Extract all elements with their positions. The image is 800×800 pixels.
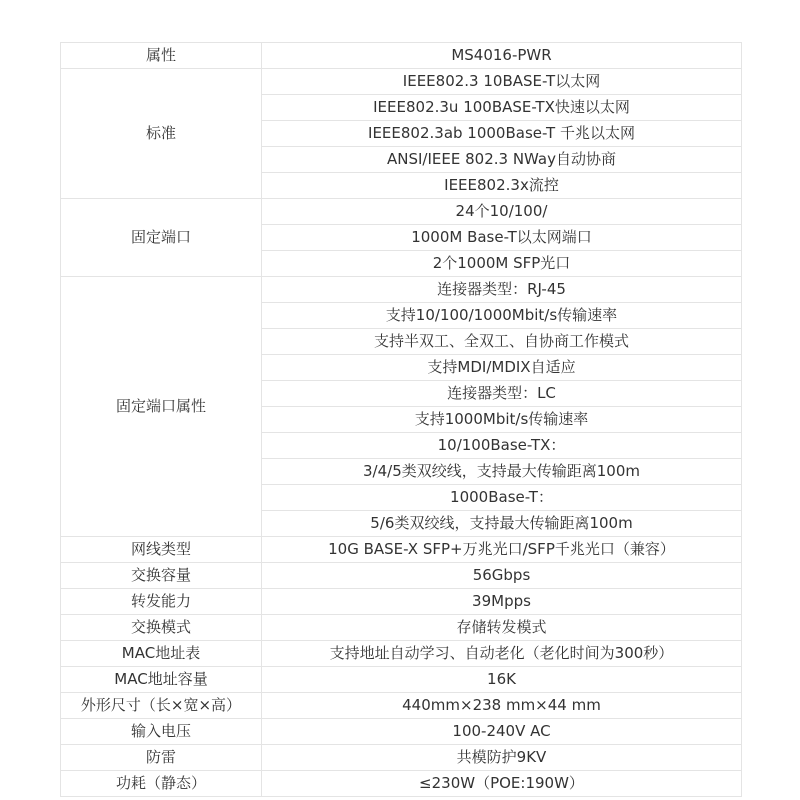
attribute-name-cell: 固定端口属性 xyxy=(61,277,262,537)
attribute-value-cell: ANSI/IEEE 802.3 NWay自动协商 xyxy=(262,147,742,173)
table-row xyxy=(61,537,742,563)
attribute-name-cell: 固定端口 xyxy=(61,199,262,277)
attribute-value-cell: 共模防护9KV xyxy=(262,745,742,771)
attribute-name-cell: 外形尺寸（长×宽×高） xyxy=(61,693,262,719)
attribute-value-cell: 10/100Base-TX： xyxy=(262,433,742,459)
attribute-value-cell: 支持地址自动学习、自动老化（老化时间为300秒） xyxy=(262,641,742,667)
attribute-value-cell: 2个1000M SFP光口 xyxy=(262,251,742,277)
attribute-value-cell: 连接器类型：RJ-45 xyxy=(262,277,742,303)
table-row xyxy=(61,771,742,797)
attribute-name-cell: MAC地址表 xyxy=(61,641,262,667)
table-row xyxy=(61,641,742,667)
attribute-value-cell: 16K xyxy=(262,667,742,693)
attribute-value-cell: IEEE802.3ab 1000Base-T 千兆以太网 xyxy=(262,121,742,147)
attribute-value-cell: 支持1000Mbit/s传输速率 xyxy=(262,407,742,433)
attribute-name-cell: 交换容量 xyxy=(61,563,262,589)
table-row xyxy=(61,693,742,719)
table-row xyxy=(61,277,742,303)
spec-table-body xyxy=(61,43,742,797)
attribute-value-cell: 5/6类双绞线，支持最大传输距离100m xyxy=(262,511,742,537)
table-row xyxy=(61,615,742,641)
attribute-name-cell: 防雷 xyxy=(61,745,262,771)
table-row xyxy=(61,69,742,95)
attribute-name-cell: 功耗（静态） xyxy=(61,771,262,797)
attribute-value-cell: 10G BASE-X SFP+万兆光口/SFP千兆光口（兼容） xyxy=(262,537,742,563)
attribute-name-cell: 输入电压 xyxy=(61,719,262,745)
attribute-value-cell: 56Gbps xyxy=(262,563,742,589)
table-row xyxy=(61,43,742,69)
attribute-value-cell: 440mm×238 mm×44 mm xyxy=(262,693,742,719)
attribute-value-cell: ≤230W（POE:190W） xyxy=(262,771,742,797)
attribute-name-cell: 属性 xyxy=(61,43,262,69)
attribute-value-cell: 1000Base-T： xyxy=(262,485,742,511)
attribute-value-cell: IEEE802.3x流控 xyxy=(262,173,742,199)
attribute-value-cell: 支持MDI/MDIX自适应 xyxy=(262,355,742,381)
attribute-value-cell: 39Mpps xyxy=(262,589,742,615)
table-row xyxy=(61,745,742,771)
attribute-name-cell: MAC地址容量 xyxy=(61,667,262,693)
table-row xyxy=(61,719,742,745)
attribute-value-cell: 存储转发模式 xyxy=(262,615,742,641)
attribute-value-cell: IEEE802.3u 100BASE-TX快速以太网 xyxy=(262,95,742,121)
spec-table xyxy=(60,42,742,797)
attribute-name-cell: 转发能力 xyxy=(61,589,262,615)
attribute-value-cell: MS4016-PWR xyxy=(262,43,742,69)
attribute-value-cell: 支持半双工、全双工、自协商工作模式 xyxy=(262,329,742,355)
attribute-value-cell: 3/4/5类双绞线，支持最大传输距离100m xyxy=(262,459,742,485)
table-row xyxy=(61,589,742,615)
table-row xyxy=(61,667,742,693)
attribute-value-cell: 连接器类型：LC xyxy=(262,381,742,407)
attribute-value-cell: IEEE802.3 10BASE-T以太网 xyxy=(262,69,742,95)
attribute-value-cell: 1000M Base-T以太网端口 xyxy=(262,225,742,251)
attribute-name-cell: 标准 xyxy=(61,69,262,199)
table-row xyxy=(61,199,742,225)
attribute-name-cell: 交换模式 xyxy=(61,615,262,641)
attribute-value-cell: 100-240V AC xyxy=(262,719,742,745)
attribute-value-cell: 24个10/100/ xyxy=(262,199,742,225)
attribute-value-cell: 支持10/100/1000Mbit/s传输速率 xyxy=(262,303,742,329)
table-row xyxy=(61,563,742,589)
attribute-name-cell: 网线类型 xyxy=(61,537,262,563)
